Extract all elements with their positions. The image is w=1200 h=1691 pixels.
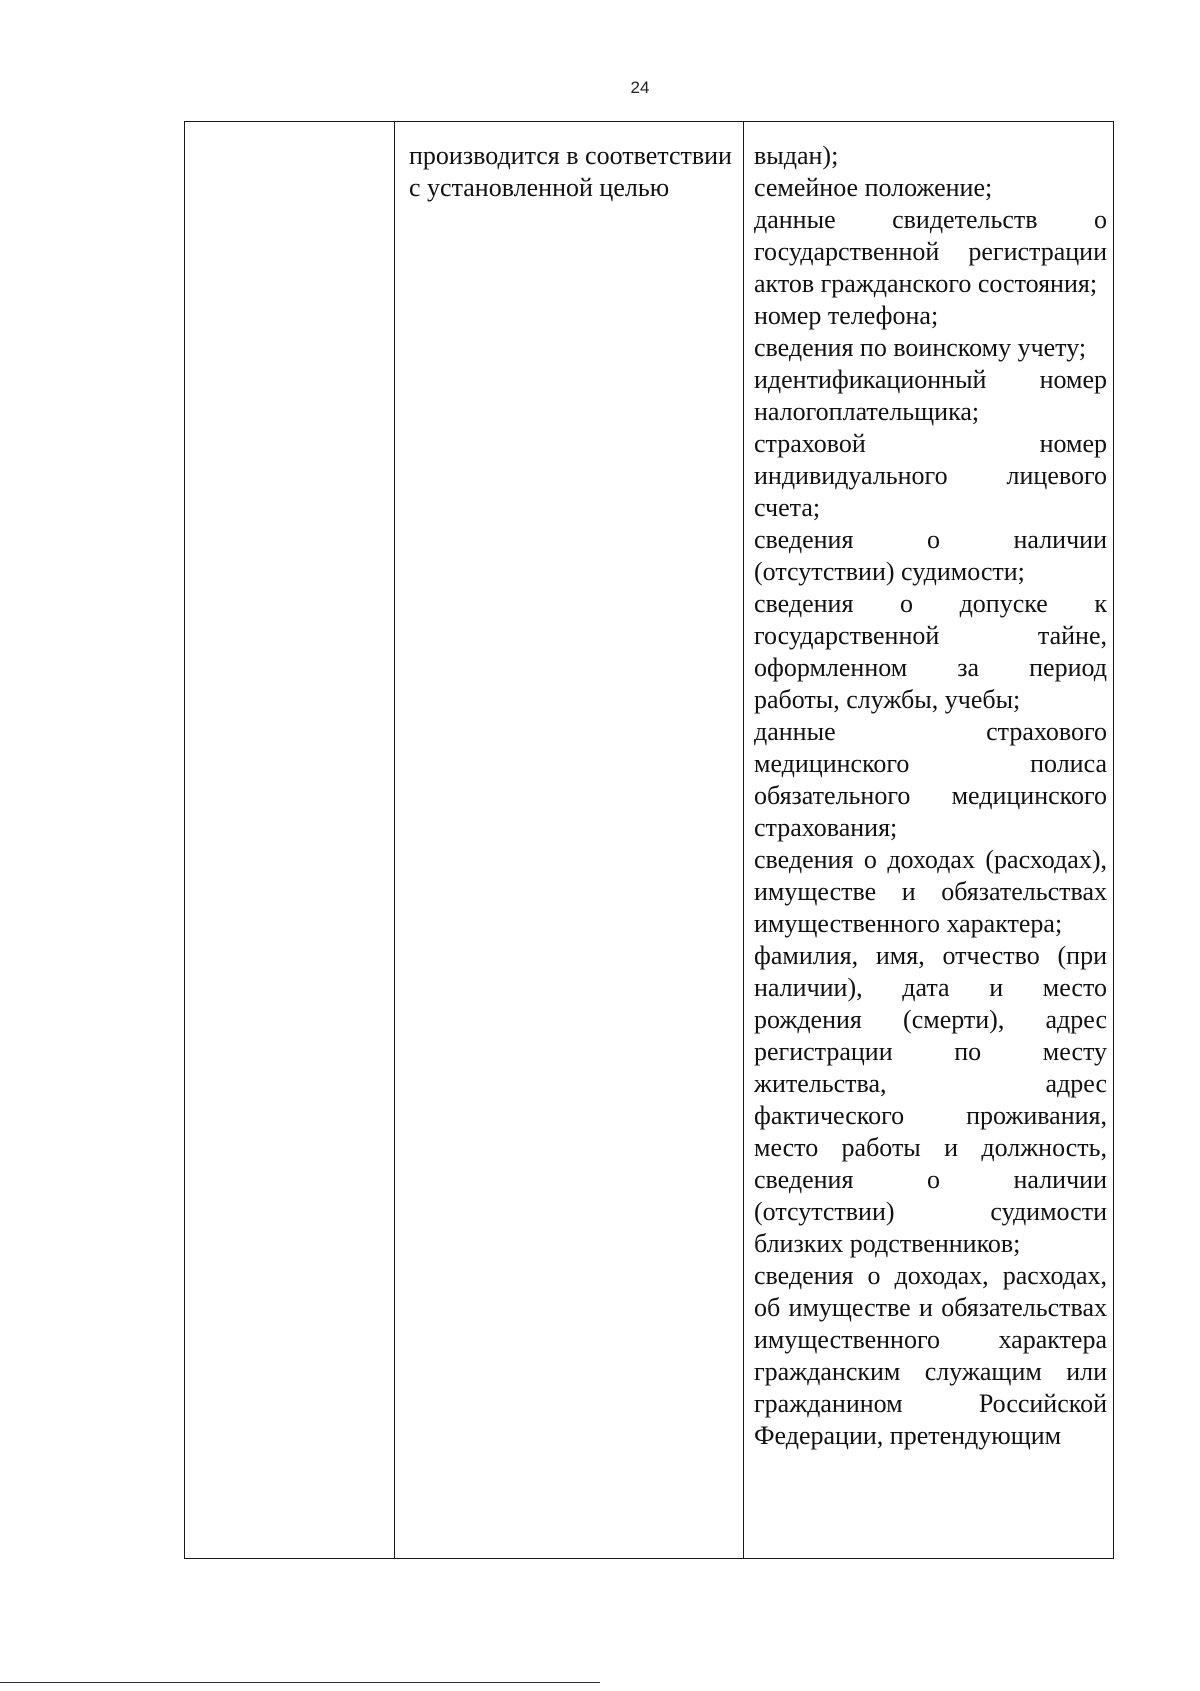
list-item: фамилия, имя, отчество (при наличии), дата и место рождения (смерти), адрес регистрации по месту жительства, адрес фактического проживания, место работы и должность, сведения о наличии (отсутствии) судимости близких родственников;: [754, 941, 1107, 1258]
data-table: [184, 121, 1114, 1559]
processing-purpose-text: производится в соответствии с установленной целью: [409, 141, 732, 202]
page-number: 24: [630, 78, 650, 97]
table-cell-col2: [395, 122, 744, 1558]
list-item: сведения о допуске к государственной тайне, оформленном за период работы, службы, учебы;: [754, 589, 1107, 714]
table-cell-col3: [744, 122, 1113, 1558]
table-cell-col1: [185, 122, 395, 1558]
list-item: сведения о доходах (расходах), имуществе и обязательствах имущественного характера;: [754, 845, 1107, 938]
list-item: сведения о наличии (отсутствии) судимости;: [754, 525, 1107, 586]
list-item: номер телефона;: [754, 301, 939, 330]
list-item: страховой номер индивидуального лицевого счета;: [754, 429, 1107, 522]
list-item: данные страхового медицинского полиса обязательного медицинского страхования;: [754, 717, 1107, 842]
page-bottom-rule: [0, 1682, 600, 1683]
list-item: сведения по воинскому учету;: [754, 333, 1087, 362]
list-item: данные свидетельств о государственной регистрации актов гражданского состояния;: [754, 205, 1107, 298]
list-item: сведения о доходах, расходах, об имуществе и обязательствах имущественного характера гражданским служащим или гражданином Российской Федерации, претендующим: [754, 1261, 1107, 1450]
list-item: выдан);: [754, 141, 839, 170]
list-item: идентификационный номер налогоплательщика;: [754, 365, 1107, 426]
list-item: семейное положение;: [754, 173, 993, 202]
